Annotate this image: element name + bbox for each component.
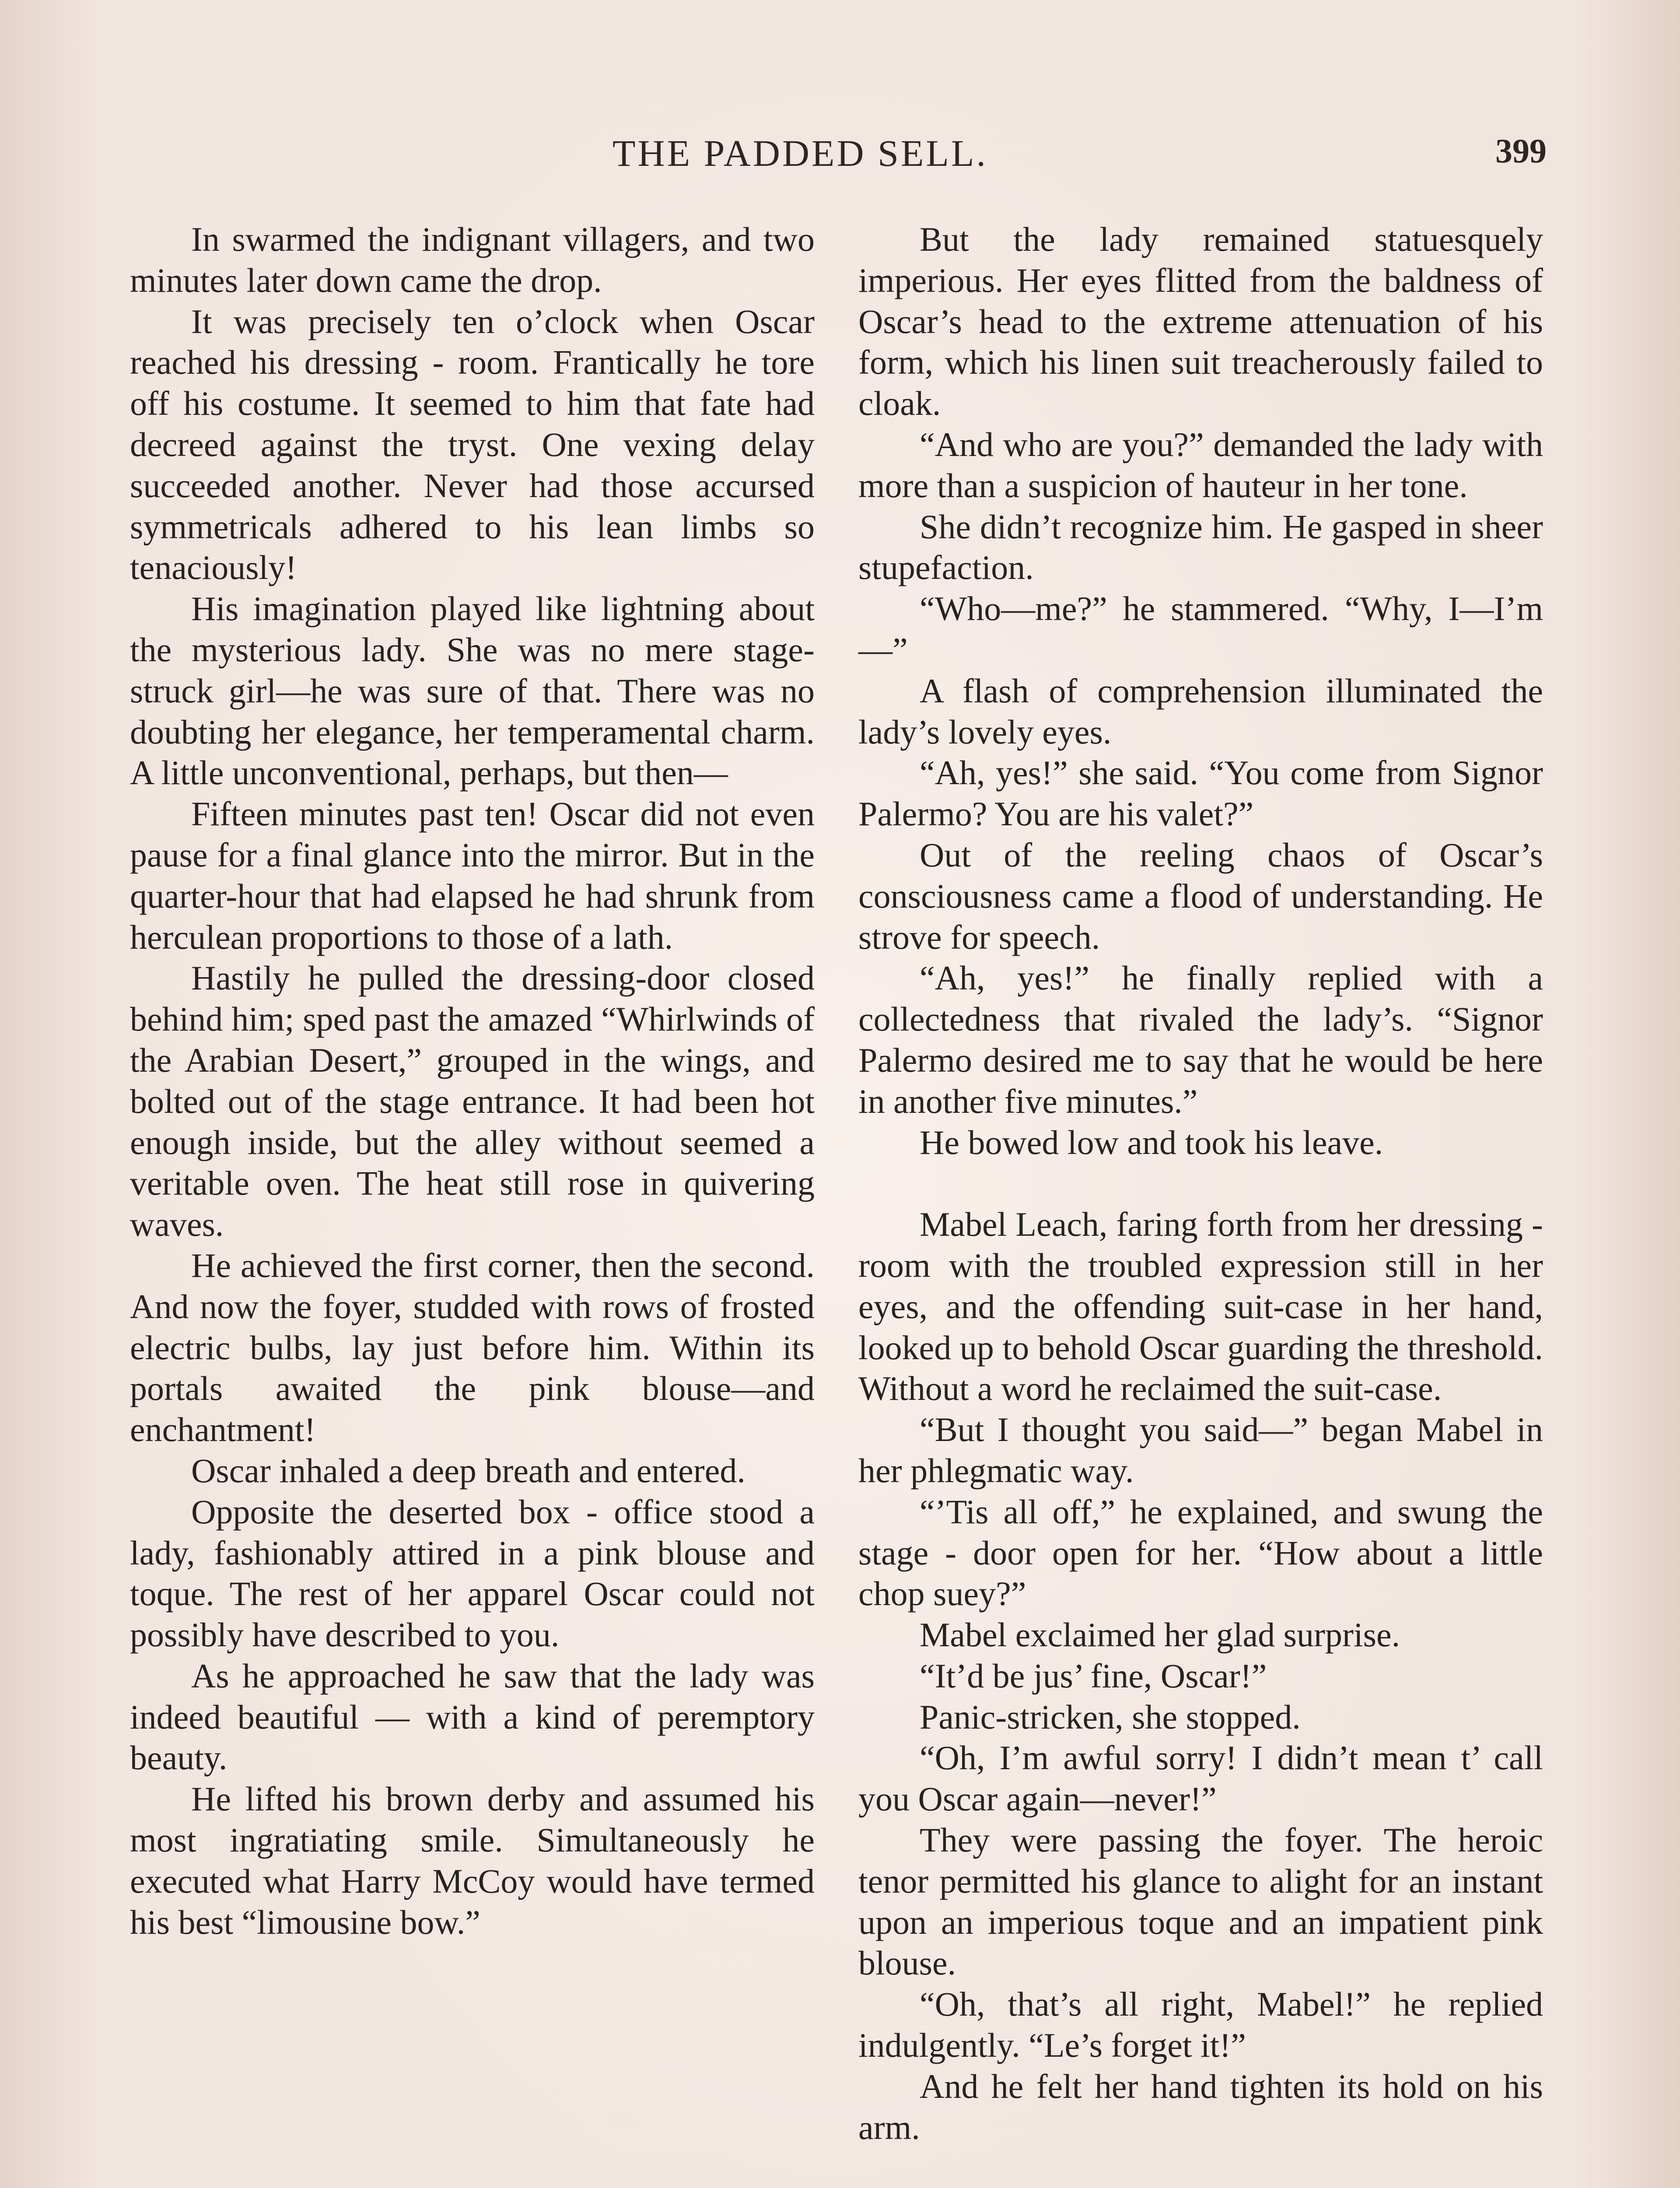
- paragraph: As he approached he saw that the lady was indeed beautiful — with a kind of peremptory beauty.: [130, 1656, 815, 1777]
- paragraph: Panic-stricken, she stopped.: [920, 1697, 1301, 1736]
- paragraph: “Oh, I’m awful sorry! I didn’t mean t’ call you Oscar again—never!”: [858, 1739, 1543, 1818]
- paragraph: But the lady remained statuesquely imperious. Her eyes flitted from the baldness of Oscar’s head to the extreme attenuation of his form, which his linen suit treacherously failed to cloak.: [858, 220, 1543, 423]
- paragraph: In swarmed the indignant villagers, and two minutes later down came the drop.: [130, 220, 815, 299]
- paragraph: They were passing the foyer. The heroic tenor permitted his glance to alight for an instant upon an imperious toque and an impatient pink blouse.: [858, 1821, 1543, 1982]
- paragraph: “Who—me?” he stammered. “Why, I—I’m—”: [858, 589, 1543, 669]
- paragraph: A flash of comprehension illuminated the lady’s lovely eyes.: [858, 671, 1543, 751]
- paragraph: “Ah, yes!” he finally replied with a collectedness that rivaled the lady’s. “Signor Palermo desired me to say that he would be here in another five minutes.”: [858, 959, 1543, 1120]
- paragraph: His imagination played like lightning about the mysterious lady. She was no mere stage-struck girl—he was sure of that. There was no doubting her elegance, her temperamental charm. A little unconventional, perhaps, but then—: [130, 589, 815, 792]
- paragraph: He lifted his brown derby and assumed his most ingratiating smile. Simultaneously he executed what Harry McCoy would have termed his best “limousine bow.”: [130, 1780, 815, 1941]
- right-column: [858, 219, 1543, 2148]
- paragraph: “It’d be jus’ fine, Oscar!”: [920, 1656, 1267, 1695]
- paragraph: Hastily he pulled the dressing-door closed behind him; sped past the amazed “Whirlwinds of the Arabian Desert,” grouped in the wings, and bolted out of the stage entrance. It had been hot enough inside, but the alley without seemed a veritable oven. The heat still rose in quivering waves.: [130, 959, 815, 1244]
- paragraph: “’Tis all off,” he explained, and swung the stage - door open for her. “How about a little chop suey?”: [858, 1492, 1543, 1613]
- running-head-title: THE PADDED SELL.: [612, 132, 988, 174]
- paragraph: “Ah, yes!” she said. “You come from Signor Palermo? You are his valet?”: [858, 754, 1543, 833]
- paragraph: “Oh, that’s all right, Mabel!” he replied indulgently. “Le’s forget it!”: [858, 1985, 1543, 2065]
- paragraph: Fifteen minutes past ten! Oscar did not even pause for a final glance into the mirror. But in the quarter-hour that had elapsed he had shrunk from herculean proportions to those of a lath.: [130, 795, 815, 956]
- paragraph: Mabel Leach, faring forth from her dressing - room with the troubled expression still in her eyes, and the offending suit-case in her hand, looked up to behold Oscar guarding the threshold. Without a word he reclaimed the suit-case.: [858, 1205, 1543, 1408]
- paragraph: Opposite the deserted box - office stood a lady, fashionably attired in a pink blouse and toque. The rest of her apparel Oscar could not possibly have described to you.: [130, 1492, 815, 1654]
- paragraph: Out of the reeling chaos of Oscar’s consciousness came a flood of understanding. He strove for speech.: [858, 835, 1543, 956]
- paragraph: It was precisely ten o’clock when Oscar reached his dressing - room. Frantically he tore off his costume. It seemed to him that fate had decreed against the tryst. One vexing delay succeeded another. Never had those accursed symmetricals adhered to his lean limbs so tenaciously!: [130, 302, 815, 587]
- paragraph: Mabel exclaimed her glad surprise.: [920, 1616, 1400, 1654]
- paragraph: She didn’t recognize him. He gasped in sheer stupefaction.: [858, 507, 1543, 587]
- paragraph: Oscar inhaled a deep breath and entered.: [191, 1451, 746, 1490]
- paragraph: And he felt her hand tighten its hold on his arm.: [858, 2067, 1543, 2146]
- page-number: 399: [1495, 132, 1547, 170]
- paragraph: He bowed low and took his leave.: [920, 1123, 1383, 1161]
- paragraph: “And who are you?” demanded the lady with more than a suspicion of hauteur in her tone.: [858, 425, 1543, 505]
- paragraph: “But I thought you said—” began Mabel in her phlegmatic way.: [858, 1410, 1543, 1490]
- left-column: [130, 219, 815, 1943]
- paragraph: He achieved the first corner, then the second. And now the foyer, studded with rows of frosted electric bulbs, lay just before him. Within its portals awaited the pink blouse—and enchantment!: [130, 1246, 815, 1449]
